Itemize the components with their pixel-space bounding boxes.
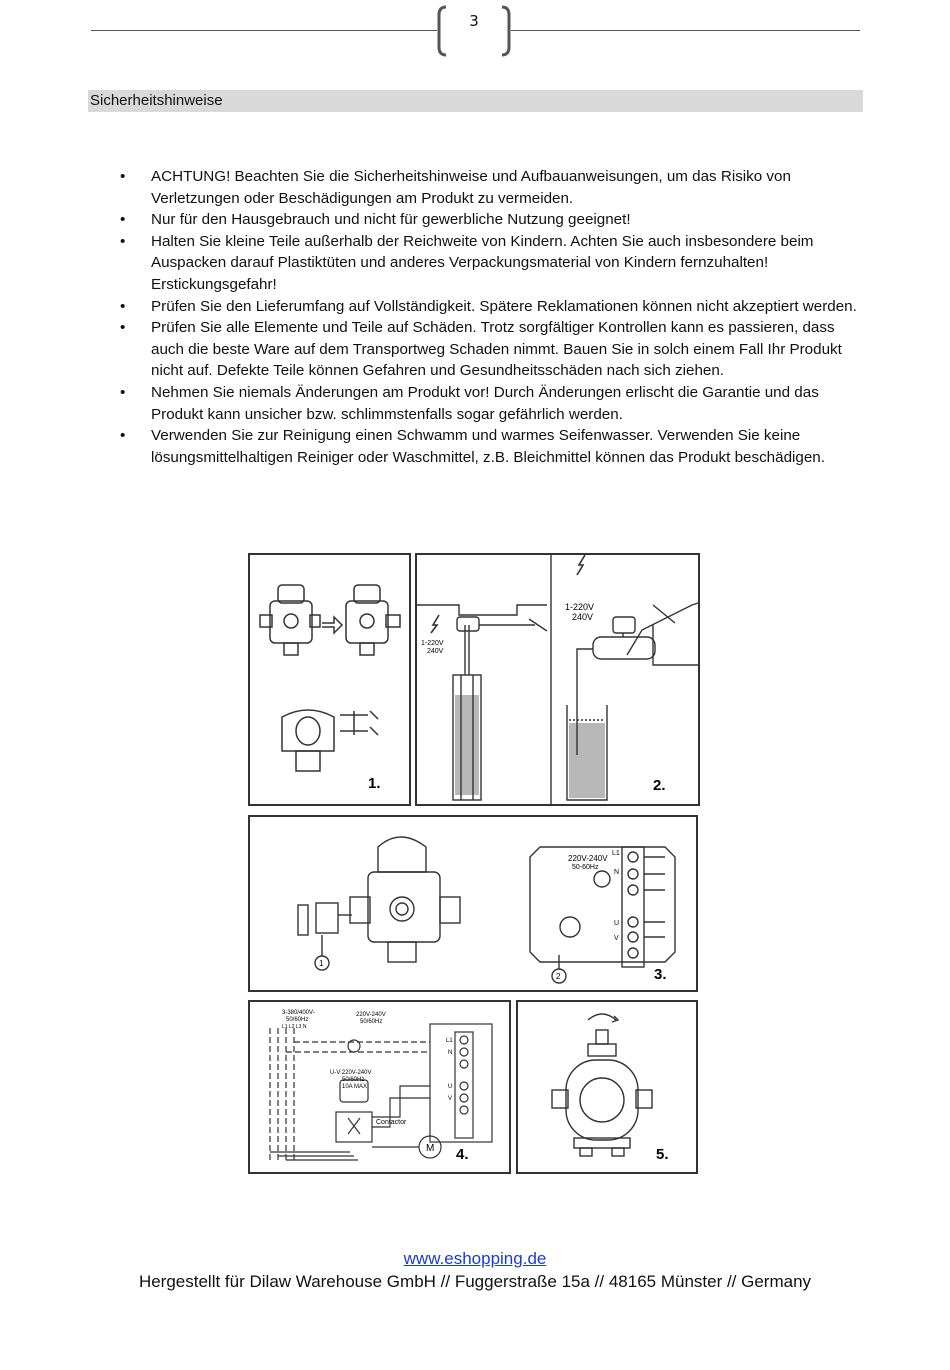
pressure-controller-assembly-drawing [250, 555, 409, 804]
manufacturer-address: Hergestellt für Dilaw Warehouse GmbH // Fuggerstraße 15a // 48165 Münster // Germany [138, 1272, 812, 1291]
safety-note-text: Nehmen Sie niemals Änderungen am Produkt vor! Durch Änderungen erlischt die Garantie und das Produkt kann unsicher bzw. schlimmstenfalls sogar gefährlich werden. [151, 383, 819, 423]
list-item [118, 317, 868, 382]
supply-label: 3-380/400V- [282, 1010, 315, 1016]
power-label: 220V-240V [356, 1012, 386, 1018]
list-item [118, 231, 868, 296]
callout-2: 2 [556, 972, 561, 981]
safety-note-text: Prüfen Sie den Lieferumfang auf Vollständigkeit. Spätere Reklamationen können nicht akzeptiert werden. [151, 297, 857, 315]
rating-current: 10A MAX [342, 1084, 368, 1090]
terminal-label-n: N [448, 1050, 453, 1056]
safety-note-text: Halten Sie kleine Teile außerhalb der Reichweite von Kindern. Achten Sie auch insbesondere beim Auspacken darauf Plastiktüten und anderes Verpackungsmaterial von Kindern fernzuhalten! Erstickungsgefahr! [151, 232, 814, 293]
section-title: Sicherheitshinweise [90, 92, 223, 109]
motor-label: M [426, 1143, 435, 1154]
rating-frequency: 50/60Hz [342, 1077, 365, 1083]
water-hatching [455, 695, 605, 798]
supply-frequency: 50/60Hz [286, 1017, 309, 1023]
figure-number: 1. [368, 775, 381, 792]
section-heading-bar [88, 90, 863, 112]
voltage-label: 1-220V [565, 602, 595, 612]
safety-notes-list [118, 166, 868, 468]
figure-number: 3. [654, 966, 667, 983]
safety-note-text: Verwenden Sie zur Reinigung einen Schwamm und warmes Seifenwasser. Verwenden Sie keine lösungsmittelhaltigen Reiniger oder Waschmittel, z.B. Bleichmittel können das Produkt beschädigen. [151, 427, 825, 466]
contactor-label: Contactor [376, 1119, 407, 1126]
header-rule-right [511, 30, 860, 31]
list-item [118, 425, 868, 468]
bullet-icon: • [120, 211, 126, 229]
power-frequency: 50/60Hz [360, 1019, 383, 1025]
bullet-icon: • [120, 297, 126, 315]
terminal-label-l1: L1 [612, 850, 620, 857]
safety-note-text: Prüfen Sie alle Elemente und Teile auf Schäden. Trotz sorgfältiger Kontrollen kann es passieren, dass auch die beste Ware auf dem Transportweg Schaden nimmt. Bauen Sie in solch einem Fall Ihr Produkt nicht auf. Defekte Teile können Gefahren und Gesundheitsschäden nach sich ziehen. [151, 319, 842, 380]
list-item [118, 296, 868, 318]
figure-number: 4. [456, 1146, 469, 1163]
three-phase-wiring-drawing [250, 1002, 509, 1172]
bullet-icon: • [120, 232, 126, 250]
terminal-label-v: V [614, 935, 619, 942]
list-item [118, 382, 868, 425]
well-installation-drawing [417, 555, 698, 804]
figure-1-assembly [248, 553, 411, 806]
voltage-label: 240V [572, 612, 594, 622]
terminal-label-v: V [448, 1096, 453, 1102]
voltage-label-small: 240V [427, 648, 444, 655]
terminal-label-n: N [614, 869, 620, 876]
list-item [118, 209, 868, 231]
controller-terminal-drawing [250, 817, 696, 990]
frequency-label: 50-60Hz [572, 864, 599, 871]
figure-5-pressure-adjustment [516, 1000, 698, 1174]
header-rule-left [91, 30, 437, 31]
terminal-label-u: U [614, 920, 620, 927]
figure-number: 2. [653, 777, 666, 794]
figure-2-installation [415, 553, 700, 806]
voltage-label: 220V-240V [568, 854, 608, 863]
figure-3-wiring-panel [248, 815, 698, 992]
callout-1: 1 [319, 959, 324, 968]
supply-phases: L1 L2 L3 N [282, 1024, 307, 1030]
terminal-label-l1: L1 [446, 1038, 453, 1044]
list-item [118, 166, 868, 209]
figure-4-three-phase-wiring [248, 1000, 511, 1174]
voltage-label-small: 1-220V [421, 640, 444, 647]
bullet-icon: • [120, 319, 126, 337]
bullet-icon: • [120, 383, 126, 401]
figure-number: 5. [656, 1146, 669, 1163]
website-link[interactable]: www.eshopping.de [403, 1249, 547, 1268]
page-number: 3 [469, 12, 479, 30]
safety-note-text: ACHTUNG! Beachten Sie die Sicherheitshinweise und Aufbauanweisungen, um das Risiko von Verletzungen oder Beschädigungen am Produkt zu vermeiden. [151, 168, 791, 207]
terminal-label-u: U [448, 1084, 453, 1090]
bullet-icon: • [120, 168, 126, 185]
pressure-adjustment-drawing [518, 1002, 696, 1172]
rating-label: U-V:220V-240V [330, 1070, 372, 1076]
bullet-icon: • [120, 427, 126, 445]
safety-note-text: Nur für den Hausgebrauch und nicht für gewerbliche Nutzung geeignet! [151, 211, 631, 229]
